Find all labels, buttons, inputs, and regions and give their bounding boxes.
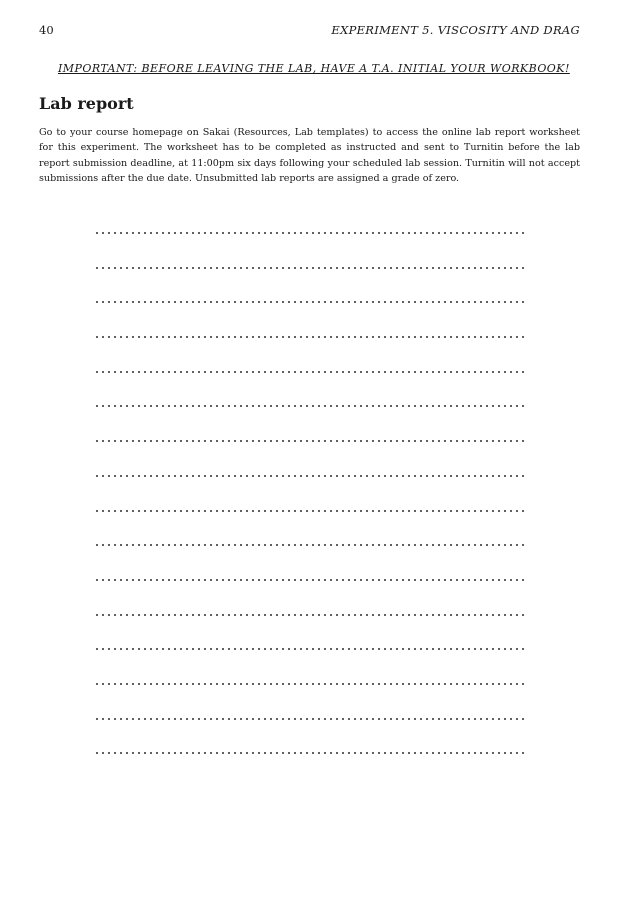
page-number: 40 [39, 23, 54, 37]
dotted-writing-line [94, 297, 524, 332]
dotted-writing-line [94, 644, 524, 679]
section-title: Lab report [39, 94, 134, 113]
page-header [39, 22, 580, 38]
dotted-writing-line [94, 575, 524, 610]
writing-lines [94, 228, 524, 783]
dotted-writing-line [94, 367, 524, 402]
lab-notice: IMPORTANT: BEFORE LEAVING THE LAB, HAVE A T.A. INITIAL YOUR WORKBOOK! [58, 62, 570, 75]
dotted-writing-line [94, 228, 524, 263]
dotted-writing-line [94, 332, 524, 367]
section-body: Go to your course homepage on Sakai (Resources, Lab templates) to access the online lab report worksheet for this experiment. The worksheet has to be completed as instructed and sent to Turnitin before the lab report submission deadline, at 11:00pm six days following your scheduled lab session. Turnitin will not accept submissions after the due date. Unsubmitted lab reports are assigned a grade of zero. [39, 127, 580, 184]
dotted-writing-line [94, 401, 524, 436]
dotted-writing-line [94, 436, 524, 471]
dotted-writing-line [94, 263, 524, 298]
dotted-writing-line [94, 506, 524, 541]
dotted-writing-line [94, 610, 524, 645]
dotted-writing-line [94, 714, 524, 749]
dotted-writing-line [94, 540, 524, 575]
dotted-writing-line [94, 679, 524, 714]
dotted-writing-line [94, 748, 524, 783]
dotted-writing-line [94, 471, 524, 506]
running-title: EXPERIMENT 5. VISCOSITY AND DRAG [331, 23, 580, 37]
